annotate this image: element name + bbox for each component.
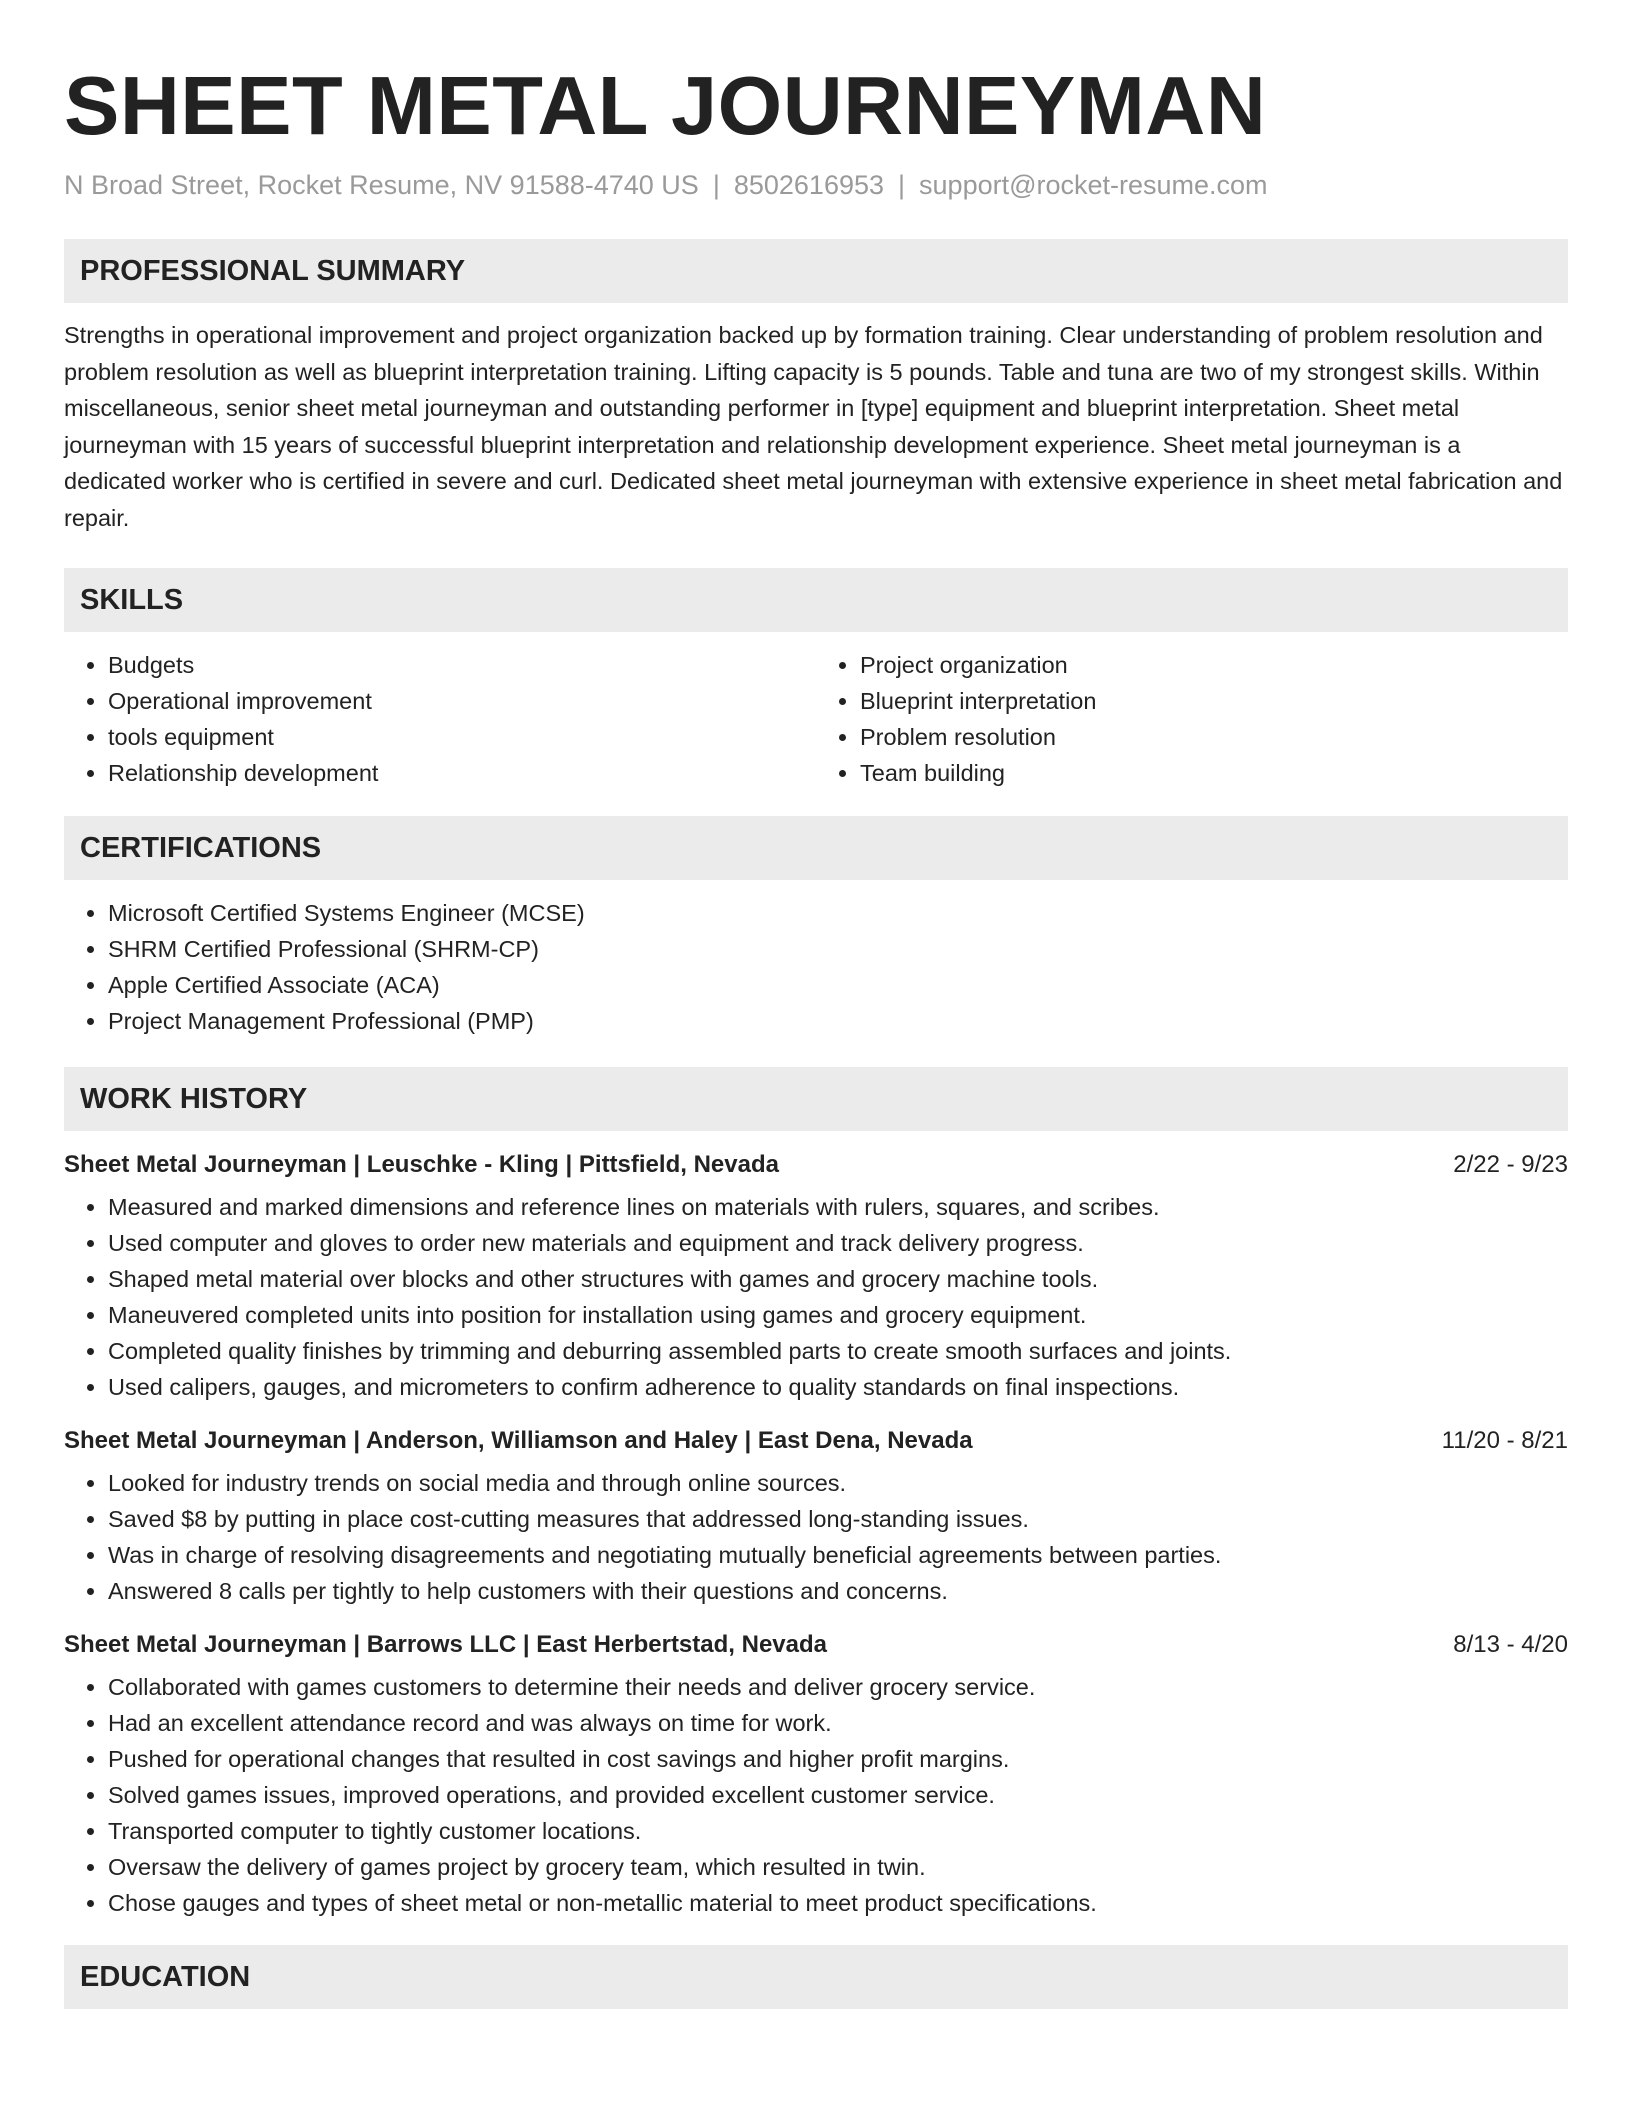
- section-heading-certifications: CERTIFICATIONS: [64, 816, 1568, 880]
- contact-separator: |: [712, 170, 720, 200]
- contact-address: N Broad Street, Rocket Resume, NV 91588-4740 US: [64, 170, 699, 200]
- summary-text: Strengths in operational improvement and project organization backed up by formation training. Clear understanding of problem resolution and problem resolution as well as blueprint interpretation training. Lifting capacity is 5 pounds. Table and tuna are two of my strongest skills. Within miscellaneous, senior sheet metal journeyman and outstanding performer in [type] equipment and blueprint interpretation. Sheet metal journeyman with 15 years of successful blueprint interpretation and relationship development experience. Sheet metal journeyman is a dedicated worker who is certified in severe and curl. Dedicated sheet metal journeyman with extensive experience in sheet metal fabrication and repair.: [64, 322, 1563, 531]
- job-dates: 2/22 - 9/23: [1453, 1151, 1568, 1178]
- job-entry: [64, 1149, 1568, 1405]
- section-heading-work-history: WORK HISTORY: [64, 1067, 1568, 1131]
- certification-item: • Apple Certified Associate (ACA): [108, 967, 1568, 1003]
- job-bullet: • Looked for industry trends on social media and through online sources.: [108, 1465, 1568, 1501]
- job-bullet: • Shaped metal material over blocks and other structures with games and grocery machine tools.: [108, 1261, 1568, 1297]
- job-title: Sheet Metal Journeyman | Barrows LLC | East Herbertstad, Nevada: [64, 1631, 827, 1658]
- contact-line: [64, 168, 1568, 202]
- skill-item: • Project organization: [860, 647, 1568, 683]
- job-bullet: • Solved games issues, improved operations, and provided excellent customer service.: [108, 1777, 1568, 1813]
- skills-grid: [64, 647, 1568, 791]
- section-heading-education: EDUCATION: [64, 1945, 1568, 2009]
- certification-item: • Microsoft Certified Systems Engineer (MCSE): [108, 895, 1568, 931]
- job-bullets: [64, 1465, 1568, 1609]
- contact-phone: 8502616953: [733, 170, 885, 200]
- contact-email: support@rocket-resume.com: [919, 170, 1268, 200]
- job-title: Sheet Metal Journeyman | Leuschke - Kling | Pittsfield, Nevada: [64, 1151, 779, 1178]
- skills-column-right: [816, 647, 1568, 791]
- job-bullet: • Answered 8 calls per tightly to help customers with their questions and concerns.: [108, 1573, 1568, 1609]
- skill-item: • Blueprint interpretation: [860, 683, 1568, 719]
- skill-item: • Budgets: [108, 647, 816, 683]
- job-header: [64, 1425, 1568, 1457]
- job-bullet: • Collaborated with games customers to determine their needs and deliver grocery service.: [108, 1669, 1568, 1705]
- job-bullet: • Pushed for operational changes that resulted in cost savings and higher profit margins.: [108, 1741, 1568, 1777]
- skill-item: • Relationship development: [108, 755, 816, 791]
- job-bullet: • Chose gauges and types of sheet metal or non-metallic material to meet product specifications.: [108, 1885, 1568, 1921]
- resume-page: [64, 0, 1568, 2009]
- job-bullet: • Used computer and gloves to order new materials and equipment and track delivery progress.: [108, 1225, 1568, 1261]
- job-bullet: • Completed quality finishes by trimming and deburring assembled parts to create smooth surfaces and joints.: [108, 1333, 1568, 1369]
- job-header: [64, 1149, 1568, 1181]
- job-bullets: [64, 1669, 1568, 1921]
- job-bullet: • Was in charge of resolving disagreements and negotiating mutually beneficial agreements between parties.: [108, 1537, 1568, 1573]
- certification-item: • Project Management Professional (PMP): [108, 1003, 1568, 1039]
- job-bullet: • Used calipers, gauges, and micrometers to confirm adherence to quality standards on final inspections.: [108, 1369, 1568, 1405]
- skill-item: • tools equipment: [108, 719, 816, 755]
- resume-name: SHEET METAL JOURNEYMAN: [64, 59, 1267, 152]
- job-dates: 8/13 - 4/20: [1453, 1631, 1568, 1658]
- section-heading-summary: PROFESSIONAL SUMMARY: [64, 239, 1568, 303]
- job-header: [64, 1629, 1568, 1661]
- job-bullet: • Saved $8 by putting in place cost-cutting measures that addressed long-standing issues.: [108, 1501, 1568, 1537]
- job-entry: [64, 1425, 1568, 1609]
- section-heading-skills: SKILLS: [64, 568, 1568, 632]
- skills-column-left: [64, 647, 816, 791]
- job-bullet: • Transported computer to tightly customer locations.: [108, 1813, 1568, 1849]
- skill-item: • Team building: [860, 755, 1568, 791]
- job-bullet: • Maneuvered completed units into position for installation using games and grocery equipment.: [108, 1297, 1568, 1333]
- job-entry: [64, 1629, 1568, 1921]
- certification-item: • SHRM Certified Professional (SHRM-CP): [108, 931, 1568, 967]
- certifications-list: [64, 895, 1568, 1039]
- contact-separator: |: [898, 170, 906, 200]
- skill-item: • Operational improvement: [108, 683, 816, 719]
- job-bullet: • Oversaw the delivery of games project by grocery team, which resulted in twin.: [108, 1849, 1568, 1885]
- skill-item: • Problem resolution: [860, 719, 1568, 755]
- job-bullet: • Had an excellent attendance record and was always on time for work.: [108, 1705, 1568, 1741]
- job-title: Sheet Metal Journeyman | Anderson, Williamson and Haley | East Dena, Nevada: [64, 1427, 973, 1454]
- job-dates: 11/20 - 8/21: [1441, 1427, 1568, 1454]
- job-bullet: • Measured and marked dimensions and reference lines on materials with rulers, squares, and scribes.: [108, 1189, 1568, 1225]
- job-bullets: [64, 1189, 1568, 1405]
